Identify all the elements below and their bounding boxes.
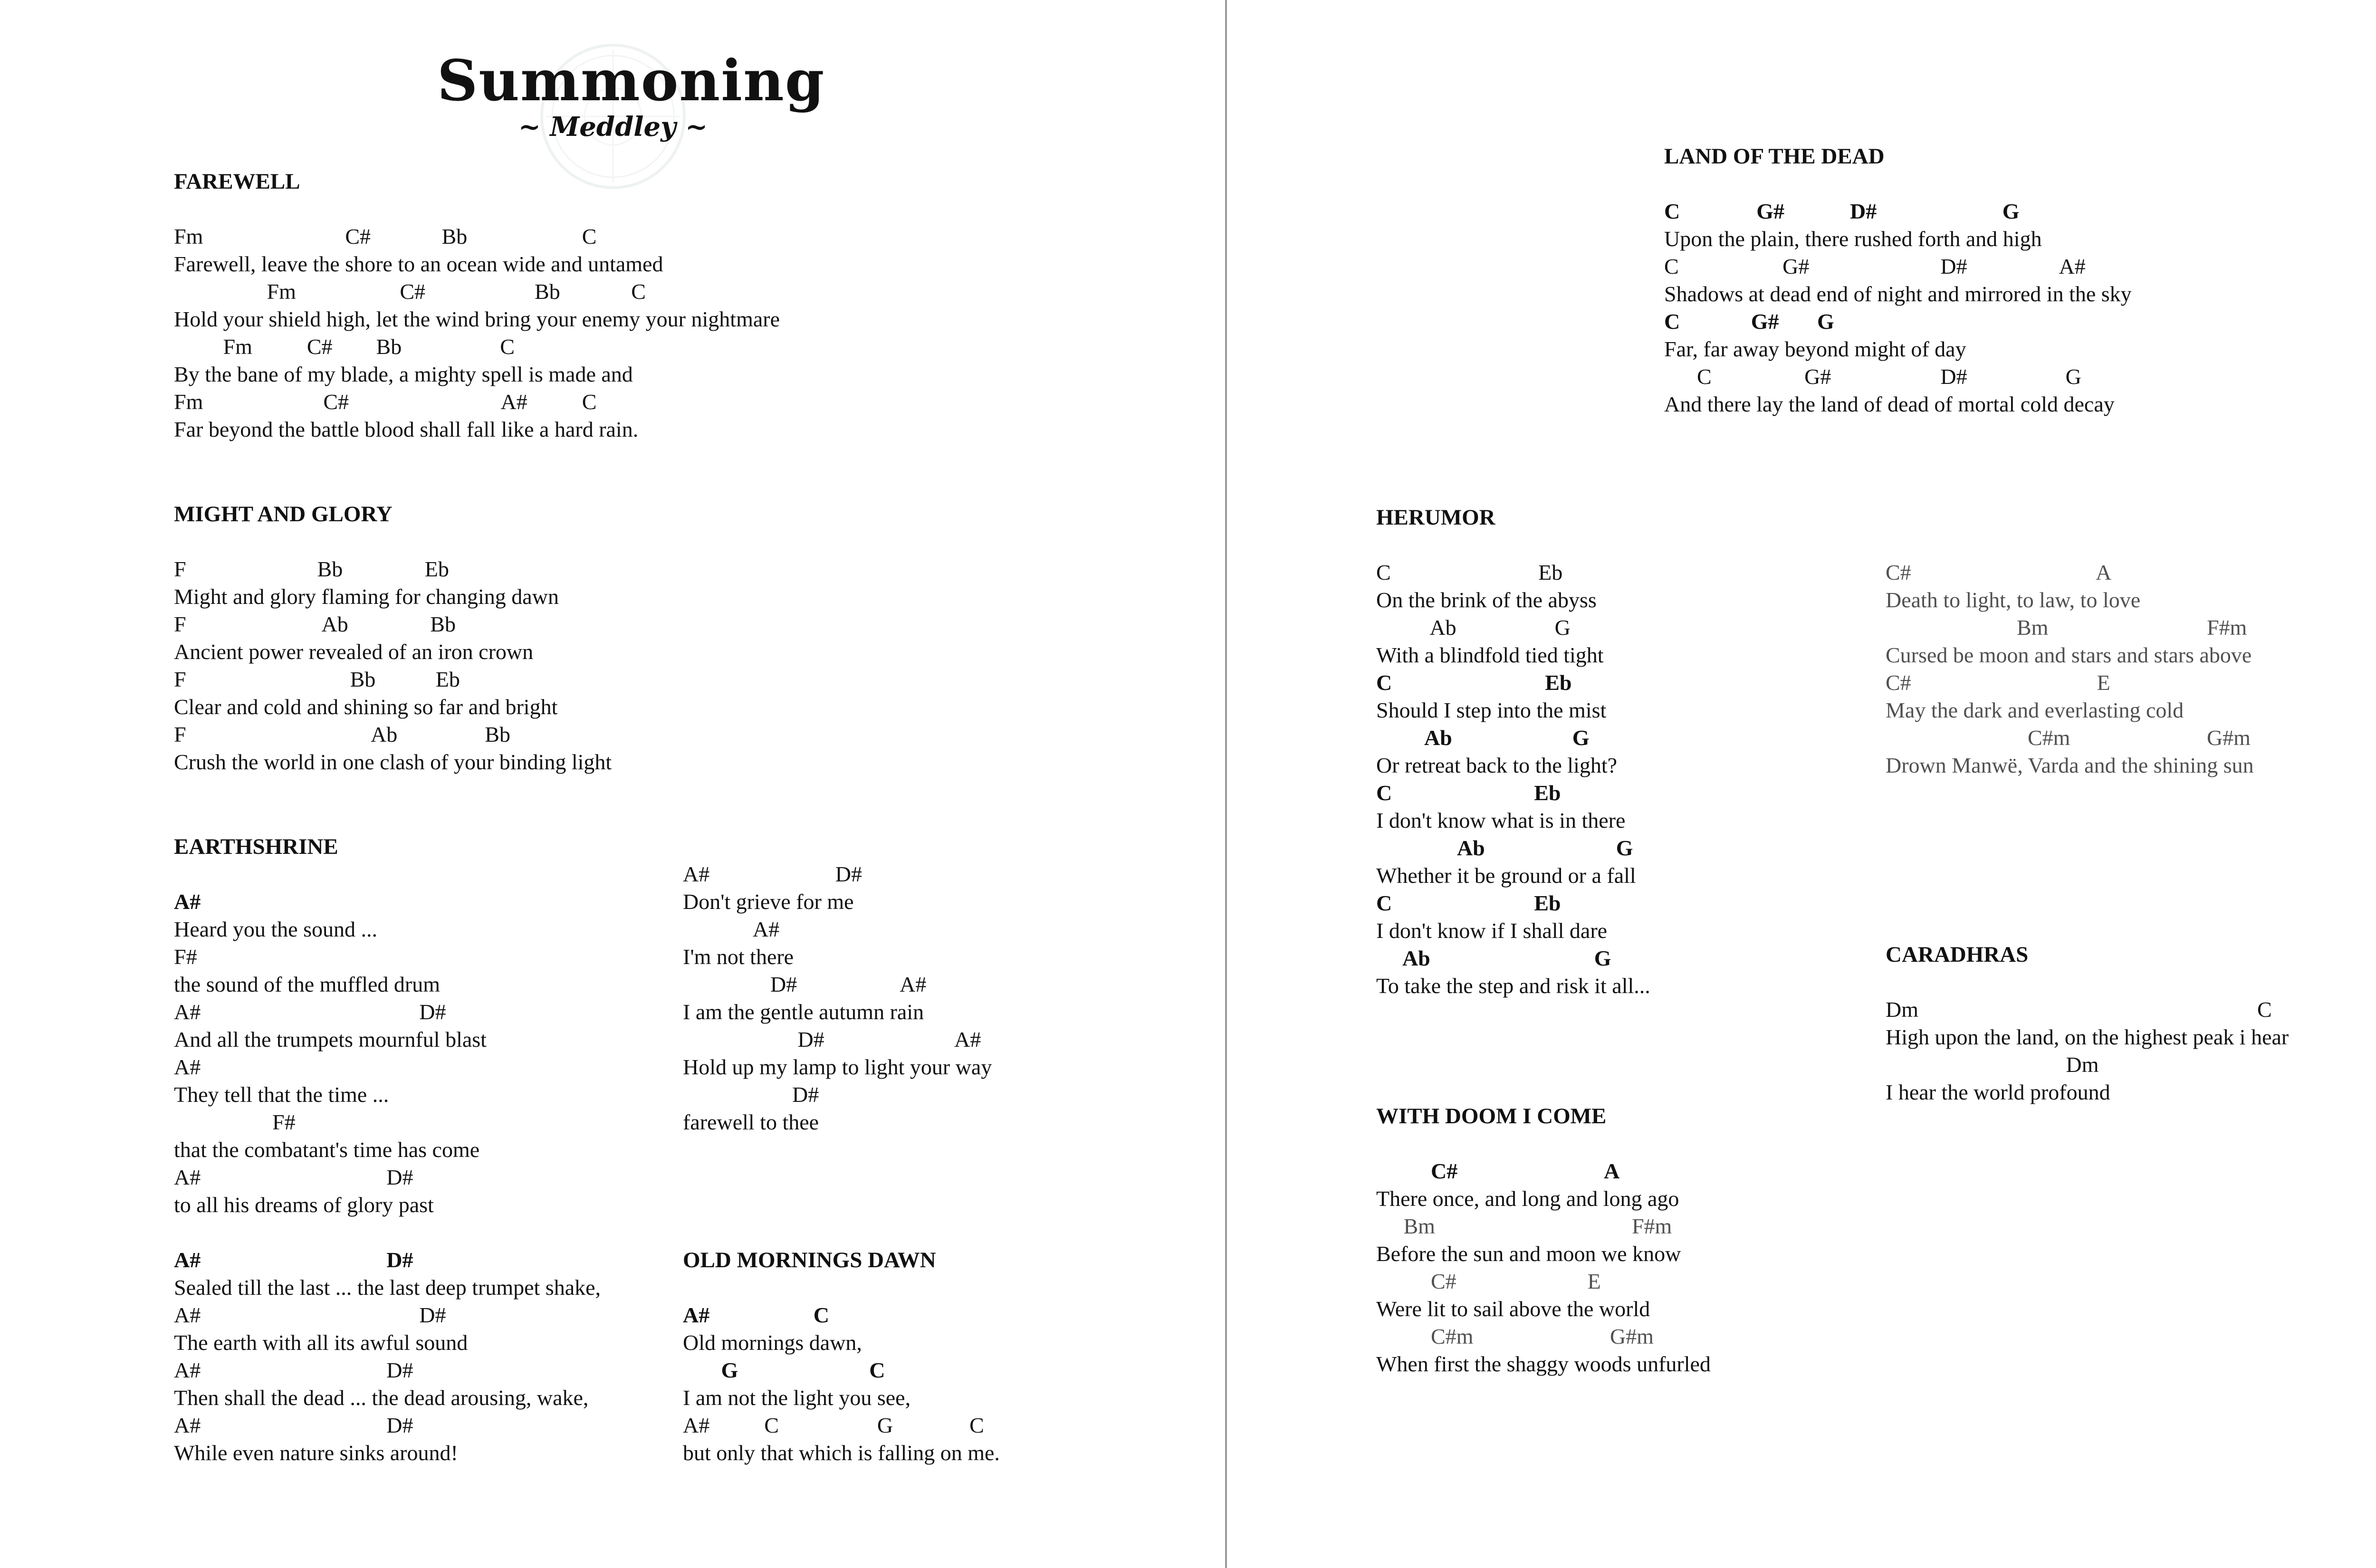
chord-line: A# D# xyxy=(174,1165,413,1189)
lyric-line: farewell to thee xyxy=(683,1110,819,1134)
page-divider xyxy=(1225,0,1227,1568)
chord-line: D# A# xyxy=(683,972,927,996)
lyric-line: On the brink of the abyss xyxy=(1376,588,1597,612)
lyric-line: I am not the light you see, xyxy=(683,1386,911,1410)
chord-line: A# xyxy=(174,889,201,914)
chord-line: Fm C# Bb C xyxy=(174,224,597,249)
earthshrine-verse-3 xyxy=(683,860,992,1136)
lyric-line: Death to light, to law, to love xyxy=(1886,588,2141,612)
section-old-mornings-dawn xyxy=(683,1246,1000,1467)
chord-line: C G# D# A# xyxy=(1664,254,2086,278)
right-page xyxy=(1228,0,2376,1568)
chord-line: Ab G xyxy=(1376,726,1590,750)
lyric-line: To take the step and risk it all... xyxy=(1376,974,1650,998)
lyric-line: Whether it be ground or a fall xyxy=(1376,863,1636,888)
chord-line: Bm F#m xyxy=(1886,615,2247,640)
lyric-line: the sound of the muffled drum xyxy=(174,972,440,996)
chord-line: Ab G xyxy=(1376,946,1611,970)
lyric-line: Clear and cold and shining so far and bright xyxy=(174,695,558,719)
lyric-line: Upon the plain, there rushed forth and high xyxy=(1664,227,2042,251)
section-farewell xyxy=(174,168,780,443)
section-heading: OLD MORNINGS DAWN xyxy=(683,1248,936,1272)
chord-line: A# C G C xyxy=(683,1413,984,1437)
chord-line: C# E xyxy=(1376,1269,1601,1293)
lyric-line: While even nature sinks around! xyxy=(174,1441,458,1465)
chord-line: C#m G#m xyxy=(1886,726,2251,750)
lyric-line: High upon the land, on the highest peak i hear xyxy=(1886,1025,2289,1049)
lyric-line: Ancient power revealed of an iron crown xyxy=(174,640,534,664)
lyric-line: Or retreat back to the light? xyxy=(1376,753,1618,777)
chord-line: Bm F#m xyxy=(1376,1214,1672,1238)
lyric-line: I'm not there xyxy=(683,945,794,969)
chord-line: C# E xyxy=(1886,670,2110,695)
lyric-line: The earth with all its awful sound xyxy=(174,1330,468,1355)
lyric-line: They tell that the time ... xyxy=(174,1082,389,1107)
chord-line: Ab G xyxy=(1376,615,1571,640)
lyric-line: There once, and long and long ago xyxy=(1376,1186,1679,1211)
chord-line: C# A xyxy=(1376,1159,1620,1183)
lyric-line: And all the trumpets mournful blast xyxy=(174,1027,487,1052)
lyric-line: Don't grieve for me xyxy=(683,889,854,914)
lyric-line: that the combatant's time has come xyxy=(174,1138,480,1162)
lyric-line: Hold your shield high, let the wind bring your enemy your nightmare xyxy=(174,307,780,331)
lyric-line: I don't know if I shall dare xyxy=(1376,918,1608,943)
lyric-line: Crush the world in one clash of your binding light xyxy=(174,750,612,774)
lyric-line: When first the shaggy woods unfurled xyxy=(1376,1352,1711,1376)
section-heading: WITH DOOM I COME xyxy=(1376,1104,1607,1128)
section-heading: FAREWELL xyxy=(174,169,300,194)
chord-line: A# xyxy=(683,917,780,941)
chord-line: Dm xyxy=(1886,1052,2099,1077)
chord-line: Fm C# A# C xyxy=(174,390,597,414)
lyric-line: Shadows at dead end of night and mirrored in the sky xyxy=(1664,282,2132,306)
chord-line: Dm C xyxy=(1886,997,2272,1022)
section-heading: MIGHT AND GLORY xyxy=(174,502,393,526)
chord-line: D# A# xyxy=(683,1027,981,1052)
lyric-line: Heard you the sound ... xyxy=(174,917,377,941)
lyric-line: I don't know what is in there xyxy=(1376,808,1626,832)
lyric-line: Hold up my lamp to light your way xyxy=(683,1055,992,1079)
lyric-line: Old mornings dawn, xyxy=(683,1330,862,1355)
lyric-line: And there lay the land of dead of mortal cold decay xyxy=(1664,392,2115,416)
lyric-line: I am the gentle autumn rain xyxy=(683,1000,924,1024)
lyric-line: Sealed till the last ... the last deep trumpet shake, xyxy=(174,1275,601,1300)
chord-line: C Eb xyxy=(1376,670,1572,695)
title-block xyxy=(437,43,825,143)
chord-line: Ab G xyxy=(1376,836,1633,860)
page-subtitle: ~ Meddley ~ xyxy=(518,111,708,143)
section-land-of-the-dead xyxy=(1664,143,2132,418)
section-heading: LAND OF THE DEAD xyxy=(1664,144,1885,169)
earthshrine-verse-2 xyxy=(174,1246,601,1467)
chord-line: A# D# xyxy=(174,1000,446,1024)
lyric-line: but only that which is falling on me. xyxy=(683,1441,1000,1465)
chord-line: C Eb xyxy=(1376,560,1563,584)
lyric-line: to all his dreams of glory past xyxy=(174,1193,434,1217)
chord-line: A# D# xyxy=(683,862,862,886)
chord-line: A# C xyxy=(683,1303,829,1327)
chord-line: C G# D# G xyxy=(1664,199,2020,223)
chord-line: A# D# xyxy=(174,1358,413,1382)
chord-line: C Eb xyxy=(1376,781,1561,805)
chord-line: F Ab Bb xyxy=(174,612,456,636)
chord-line: Fm C# Bb C xyxy=(174,279,646,304)
lyric-line: May the dark and everlasting cold xyxy=(1886,698,2184,722)
lyric-line: Far, far away beyond might of day xyxy=(1664,337,1966,361)
section-heading: HERUMOR xyxy=(1376,505,1495,530)
lyric-line: Far beyond the battle blood shall fall like a hard rain. xyxy=(174,417,639,441)
section-herumor xyxy=(1376,504,1650,1000)
lyric-line: Cursed be moon and stars and stars above xyxy=(1886,643,2252,667)
lyric-line: Before the sun and moon we know xyxy=(1376,1242,1681,1266)
lyric-line: Should I step into the mist xyxy=(1376,698,1607,722)
chord-line: A# xyxy=(174,1055,201,1079)
chord-line: F# xyxy=(174,1110,296,1134)
chord-line: F Bb Eb xyxy=(174,557,449,581)
chord-line: C#m G#m xyxy=(1376,1324,1654,1348)
section-with-doom-i-come xyxy=(1376,1102,1711,1378)
lyric-line: Then shall the dead ... the dead arousing, wake, xyxy=(174,1386,589,1410)
chord-line: A# D# xyxy=(174,1303,446,1327)
chord-line: Fm C# Bb C xyxy=(174,335,515,359)
page-title: Summoning xyxy=(437,48,825,114)
chord-line: C G# D# G xyxy=(1664,364,2081,389)
section-heading: CARADHRAS xyxy=(1886,942,2029,967)
lyric-line: Might and glory flaming for changing dawn xyxy=(174,584,559,609)
lyric-line: Drown Manwë, Varda and the shining sun xyxy=(1886,753,2254,777)
lyric-line: With a blindfold tied tight xyxy=(1376,643,1604,667)
chord-line: C G# G xyxy=(1664,309,1834,334)
lyric-line: I hear the world profound xyxy=(1886,1080,2110,1104)
chord-line: C Eb xyxy=(1376,891,1561,915)
herumor-verse-2 xyxy=(1886,559,2254,779)
section-earthshrine xyxy=(174,833,487,1219)
chord-line: G C xyxy=(683,1358,885,1382)
chord-line: F Bb Eb xyxy=(174,667,460,691)
chord-line: A# D# xyxy=(174,1413,413,1437)
chord-line: D# xyxy=(683,1082,819,1107)
chord-line: C# A xyxy=(1886,560,2112,584)
lyric-line: By the bane of my blade, a mighty spell is made and xyxy=(174,362,633,386)
lyric-line: Farewell, leave the shore to an ocean wide and untamed xyxy=(174,252,663,276)
section-caradhras xyxy=(1886,941,2289,1106)
lyric-line: Were lit to sail above the world xyxy=(1376,1297,1650,1321)
section-heading: EARTHSHRINE xyxy=(174,834,338,859)
section-might-and-glory xyxy=(174,500,612,776)
chord-line: F Ab Bb xyxy=(174,722,510,746)
chord-line: A# D# xyxy=(174,1248,413,1272)
chord-line: F# xyxy=(174,945,197,969)
